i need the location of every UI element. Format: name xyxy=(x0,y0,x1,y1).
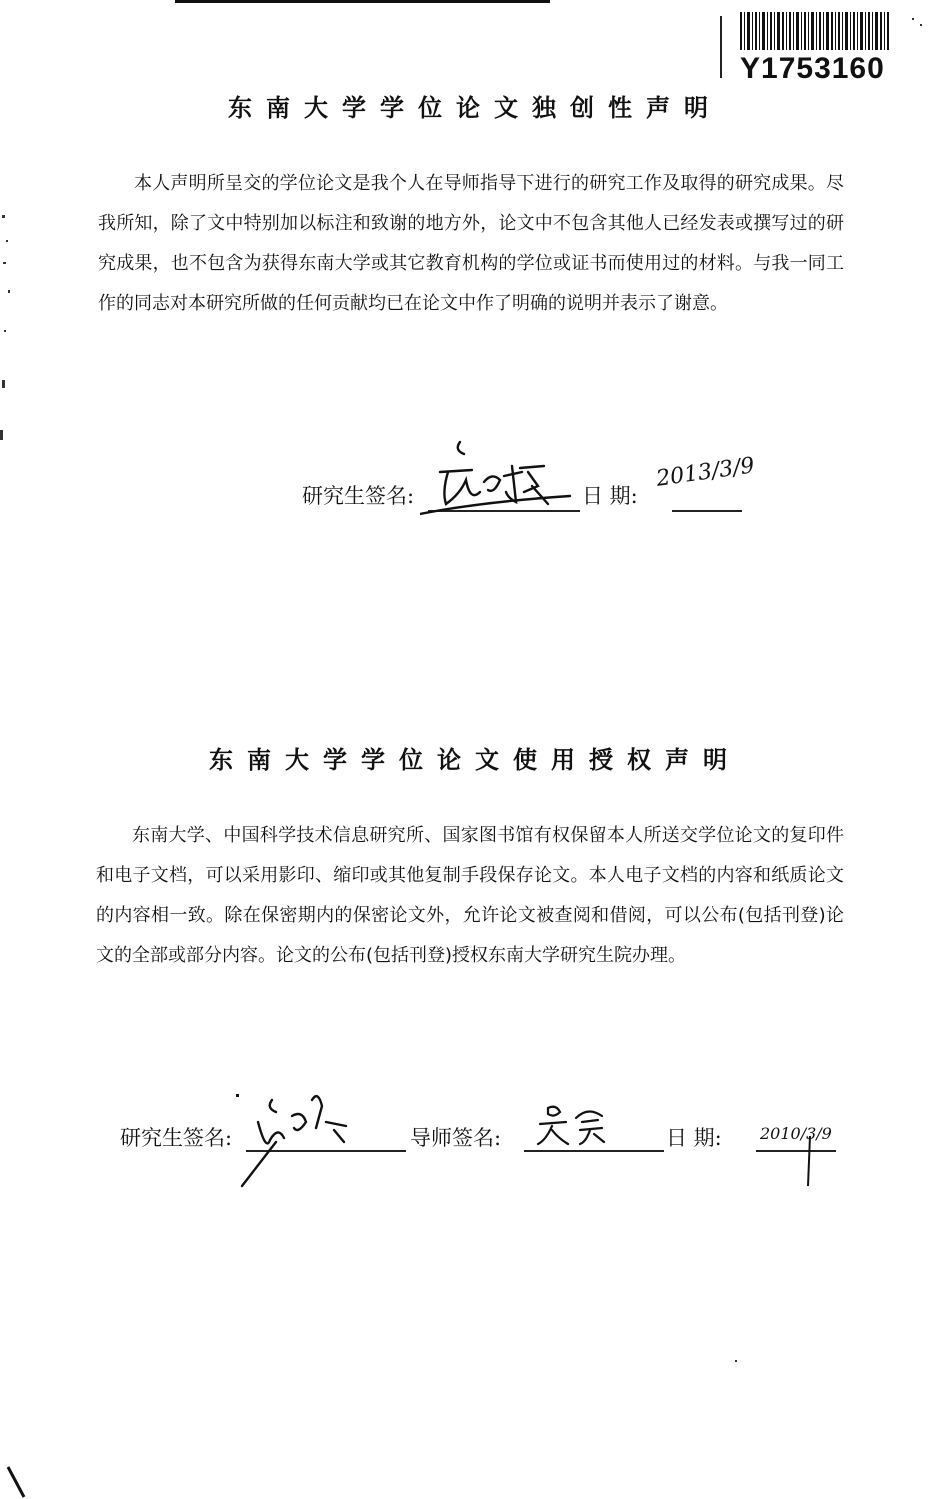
student-signature-label-2: 研究生签名: xyxy=(120,1126,233,1150)
barcode-divider xyxy=(720,16,722,78)
student-signature-2 xyxy=(236,1082,356,1192)
date-label-2: 日 期: xyxy=(666,1126,722,1150)
originality-body: 本人声明所呈交的学位论文是我个人在导师指导下进行的研究工作及取得的研究成果。尽我所知，除了文中特别加以标注和致谢的地方外，论文中不包含其他人已经发表或撰写过的研究成果，也不包含为获得东南大学或其它教育机构的学位或证书而使用过的材料。与我一同工作的同志对本研究所做的任何贡献均已在论文中作了明确的说明并表示了谢意。 xyxy=(98,173,844,314)
date-handwritten-2: 2010/3/9 xyxy=(760,1124,832,1143)
student-signature xyxy=(420,432,585,517)
authorization-title: 东南大学学位论文使用授权声明 xyxy=(209,746,741,774)
advisor-signature-line xyxy=(524,1150,664,1152)
authorization-body: 东南大学、中国科学技术信息研究所、国家图书馆有权保留本人所送交学位论文的复印件和电子文档，可以采用影印、缩印或其他复制手段保存论文。本人电子文档的内容和纸质论文的内容相一致。除在保密期内的保密论文外，允许论文被查阅和借阅，可以公布(包括刊登)论文的全部或部分内容。论文的公布(包括刊登)授权东南大学研究生院办理。 xyxy=(96,825,844,966)
corner-mark xyxy=(0,1465,40,1499)
ink-dot xyxy=(236,1094,239,1097)
barcode-number: Y1753160 xyxy=(740,52,885,85)
date-line-2 xyxy=(756,1150,836,1152)
date-label: 日 期: xyxy=(582,484,638,508)
originality-title: 东南大学学位论文独创性声明 xyxy=(228,94,722,122)
student-signature-label: 研究生签名: xyxy=(302,484,415,508)
barcode-label xyxy=(720,8,900,85)
advisor-signature-label: 导师签名: xyxy=(410,1126,502,1150)
date-handwritten: 2013/3/9 xyxy=(654,453,757,492)
advisor-signature xyxy=(530,1100,630,1150)
barcode-icon xyxy=(740,12,895,52)
date-line xyxy=(672,510,742,512)
date-stroke xyxy=(800,1130,820,1190)
